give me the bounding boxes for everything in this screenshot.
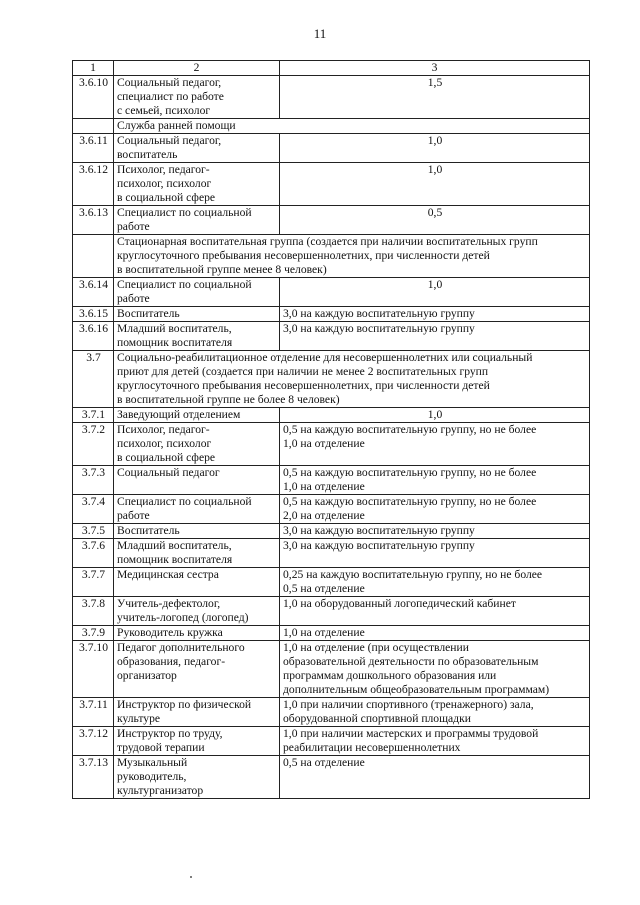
row-number: 3.7.6: [73, 539, 114, 568]
position-name: Социальный педагог, специалист по работе с семьей, психолог: [114, 76, 280, 119]
table-row: [73, 466, 590, 495]
staff-norm: 1,0 на отделение (при осуществлении образовательной деятельности по образовательным программам дошкольного образования или дополнительным общеобразовательным программам): [280, 641, 590, 698]
row-number: 3.6.10: [73, 76, 114, 119]
section-row: [73, 235, 590, 278]
position-name: Педагог дополнительного образования, педагог- организатор: [114, 641, 280, 698]
position-name: Музыкальный руководитель, культурганизатор: [114, 756, 280, 799]
row-number: 3.7.5: [73, 524, 114, 539]
staff-norm: 3,0 на каждую воспитательную группу: [280, 539, 590, 568]
position-name: Младший воспитатель, помощник воспитателя: [114, 539, 280, 568]
staff-norm: 1,0 при наличии спортивного (тренажерного) зала, оборудованной спортивной площадки: [280, 698, 590, 727]
table-row: [73, 163, 590, 206]
staff-norm: 1,0 на отделение: [280, 626, 590, 641]
table-row: [73, 597, 590, 626]
staff-norm: 0,5: [280, 206, 590, 235]
position-name: Инструктор по физической культуре: [114, 698, 280, 727]
row-number: 3.7.1: [73, 408, 114, 423]
staff-norm: 0,5 на каждую воспитательную группу, но не более 1,0 на отделение: [280, 466, 590, 495]
position-name: Специалист по социальной работе: [114, 278, 280, 307]
scan-dot: [190, 876, 192, 878]
section-row: [73, 351, 590, 408]
empty-cell: [73, 235, 114, 278]
table-row: [73, 76, 590, 119]
table-row: [73, 524, 590, 539]
header-cell-2: 2: [114, 61, 280, 76]
staffing-table-body: [73, 61, 590, 799]
row-number: 3.6.13: [73, 206, 114, 235]
staff-norm: 1,5: [280, 76, 590, 119]
position-name: Учитель-дефектолог, учитель-логопед (логопед): [114, 597, 280, 626]
position-name: Руководитель кружка: [114, 626, 280, 641]
table-row: [73, 626, 590, 641]
row-number: 3.7.9: [73, 626, 114, 641]
position-name: Психолог, педагог- психолог, психолог в социальной сфере: [114, 163, 280, 206]
row-number: 3.7: [73, 351, 114, 408]
position-name: Воспитатель: [114, 524, 280, 539]
row-number: 3.7.11: [73, 698, 114, 727]
section-row: [73, 119, 590, 134]
position-name: Младший воспитатель, помощник воспитателя: [114, 322, 280, 351]
staff-norm: 0,25 на каждую воспитательную группу, но не более 0,5 на отделение: [280, 568, 590, 597]
table-header-row: [73, 61, 590, 76]
table-row: [73, 322, 590, 351]
row-number: 3.6.15: [73, 307, 114, 322]
row-number: 3.7.8: [73, 597, 114, 626]
row-number: 3.7.3: [73, 466, 114, 495]
position-name: Медицинская сестра: [114, 568, 280, 597]
section-title: Социально-реабилитационное отделение для несовершеннолетних или социальный приют для детей (создается при наличии не менее 2 воспитательных групп круглосуточного пребывания несовершеннолетних, при численности детей в воспитательной группе не более 8 человек): [114, 351, 590, 408]
staff-norm: 1,0 при наличии мастерских и программы трудовой реабилитации несовершеннолетних: [280, 727, 590, 756]
table-row: [73, 307, 590, 322]
table-row: [73, 641, 590, 698]
row-number: 3.7.13: [73, 756, 114, 799]
staff-norm: 1,0 на оборудованный логопедический кабинет: [280, 597, 590, 626]
row-number: 3.7.10: [73, 641, 114, 698]
staff-norm: 0,5 на каждую воспитательную группу, но не более 2,0 на отделение: [280, 495, 590, 524]
position-name: Заведующий отделением: [114, 408, 280, 423]
row-number: 3.7.4: [73, 495, 114, 524]
table-row: [73, 134, 590, 163]
table-row: [73, 698, 590, 727]
staff-norm: 3,0 на каждую воспитательную группу: [280, 307, 590, 322]
table-row: [73, 206, 590, 235]
staff-norm: 1,0: [280, 408, 590, 423]
position-name: Психолог, педагог- психолог, психолог в социальной сфере: [114, 423, 280, 466]
row-number: 3.6.14: [73, 278, 114, 307]
table-row: [73, 727, 590, 756]
position-name: Воспитатель: [114, 307, 280, 322]
row-number: 3.7.7: [73, 568, 114, 597]
header-cell-3: 3: [280, 61, 590, 76]
page-number: 11: [313, 26, 327, 41]
row-number: 3.6.16: [73, 322, 114, 351]
staff-norm: 1,0: [280, 163, 590, 206]
staff-norm: 3,0 на каждую воспитательную группу: [280, 322, 590, 351]
empty-cell: [73, 119, 114, 134]
position-name: Социальный педагог, воспитатель: [114, 134, 280, 163]
table-row: [73, 539, 590, 568]
header-cell-1: 1: [73, 61, 114, 76]
position-name: Инструктор по труду, трудовой терапии: [114, 727, 280, 756]
position-name: Специалист по социальной работе: [114, 495, 280, 524]
row-number: 3.6.11: [73, 134, 114, 163]
staff-norm: 0,5 на каждую воспитательную группу, но не более 1,0 на отделение: [280, 423, 590, 466]
row-number: 3.6.12: [73, 163, 114, 206]
row-number: 3.7.2: [73, 423, 114, 466]
table-row: [73, 408, 590, 423]
table-row: [73, 278, 590, 307]
table-row: [73, 568, 590, 597]
staff-norm: 3,0 на каждую воспитательную группу: [280, 524, 590, 539]
section-title: Стационарная воспитательная группа (создается при наличии воспитательных групп круглосуточного пребывания несовершеннолетних, при численности детей в воспитательной группе менее 8 человек): [114, 235, 590, 278]
staff-norm: 0,5 на отделение: [280, 756, 590, 799]
table-row: [73, 495, 590, 524]
row-number: 3.7.12: [73, 727, 114, 756]
table-row: [73, 423, 590, 466]
staff-norm: 1,0: [280, 134, 590, 163]
position-name: Специалист по социальной работе: [114, 206, 280, 235]
section-title: Служба ранней помощи: [114, 119, 590, 134]
table-row: [73, 756, 590, 799]
position-name: Социальный педагог: [114, 466, 280, 495]
staffing-table: [72, 60, 590, 799]
staff-norm: 1,0: [280, 278, 590, 307]
